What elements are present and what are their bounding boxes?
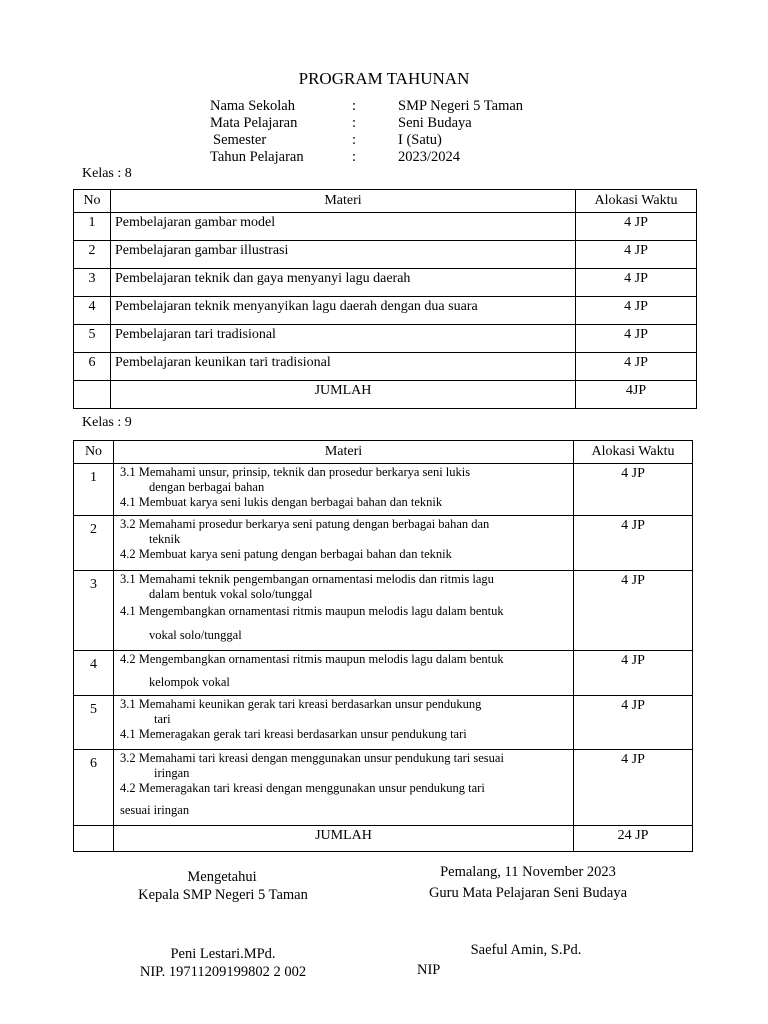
row-no: 4: [74, 297, 111, 325]
row-materi: Pembelajaran gambar illustrasi: [111, 241, 576, 269]
row-materi: Pembelajaran teknik menyanyikan lagu daerah dengan dua suara: [111, 297, 576, 325]
table-header-row: [74, 190, 697, 213]
row-no: 5: [74, 696, 114, 750]
row-no: 5: [74, 325, 111, 353]
header-materi: Materi: [114, 441, 574, 464]
signature-right-place-date: Pemalang, 11 November 2023: [440, 864, 616, 880]
table-row: [74, 241, 697, 269]
jumlah-row: [74, 381, 697, 409]
materi-line: 4.1 Mengembangkan ornamentasi ritmis maupun melodis lagu dalam bentuk: [120, 604, 504, 618]
header-no: No: [74, 190, 111, 213]
row-jp: 4 JP: [574, 571, 693, 651]
row-materi: Pembelajaran teknik dan gaya menyanyi lagu daerah: [111, 269, 576, 297]
header-no: No: [74, 441, 114, 464]
kelas-8-label: Kelas : 8: [82, 166, 132, 181]
row-materi: [114, 750, 574, 826]
row-jp: 4 JP: [576, 241, 697, 269]
row-jp: 4 JP: [576, 297, 697, 325]
info-value: Seni Budaya: [398, 115, 472, 131]
row-no: 1: [74, 464, 114, 516]
row-materi: [114, 696, 574, 750]
materi-line: 4.2 Mengembangkan ornamentasi ritmis maupun melodis lagu dalam bentuk: [120, 652, 504, 666]
table-row: [74, 516, 693, 571]
kelas-9-table: [73, 440, 693, 852]
row-jp: 4 JP: [576, 353, 697, 381]
materi-line: kelompok vokal: [149, 675, 230, 689]
row-no: 3: [74, 571, 114, 651]
row-no: 4: [74, 651, 114, 696]
materi-line: 3.1 Memahami teknik pengembangan ornamentasi melodis dan ritmis lagu: [120, 572, 494, 586]
row-materi: Pembelajaran tari tradisional: [111, 325, 576, 353]
row-materi: [114, 464, 574, 516]
table-row: [74, 464, 693, 516]
row-materi: [114, 516, 574, 571]
info-colon: :: [352, 132, 357, 148]
materi-line: dengan berbagai bahan: [149, 480, 265, 494]
info-colon: :: [352, 115, 357, 131]
jumlah-empty-cell: [74, 826, 114, 852]
info-label: Nama Sekolah: [210, 98, 295, 114]
materi-line: 3.1 Memahami keunikan gerak tari kreasi berdasarkan unsur pendukung: [120, 697, 482, 711]
table-row: [74, 213, 697, 241]
row-jp: 4 JP: [574, 464, 693, 516]
row-materi: [114, 571, 574, 651]
row-no: 6: [74, 750, 114, 826]
row-jp: 4 JP: [574, 651, 693, 696]
info-label: Semester: [213, 132, 267, 148]
row-no: 3: [74, 269, 111, 297]
table-header-row: [74, 441, 693, 464]
materi-line: sesuai iringan: [120, 803, 190, 817]
info-colon: :: [352, 98, 357, 114]
info-label: Tahun Pelajaran: [210, 149, 304, 165]
kelas-8-table: [73, 189, 697, 409]
materi-line: 4.2 Memeragakan tari kreasi dengan menggunakan unsur pendukung tari: [120, 781, 485, 795]
header-materi: Materi: [111, 190, 576, 213]
jumlah-empty-cell: [74, 381, 111, 409]
materi-line: 3.2 Memahami tari kreasi dengan menggunakan unsur pendukung tari sesuai: [120, 751, 504, 765]
info-value: I (Satu): [398, 132, 442, 148]
info-value: 2023/2024: [398, 149, 461, 165]
jumlah-value: 4JP: [576, 381, 697, 409]
materi-line: 4.1 Membuat karya seni lukis dengan berbagai bahan dan teknik: [120, 495, 443, 509]
materi-line: 4.1 Memeragakan gerak tari kreasi berdasarkan unsur pendukung tari: [120, 727, 467, 741]
table-row: [74, 696, 693, 750]
materi-line: 3.1 Memahami unsur, prinsip, teknik dan prosedur berkarya seni lukis: [120, 465, 471, 479]
signature-left-name: Peni Lestari.MPd.: [170, 946, 276, 962]
table-row: [74, 353, 697, 381]
row-no: 2: [74, 516, 114, 571]
jumlah-row: [74, 826, 693, 852]
info-colon: :: [352, 149, 357, 165]
jumlah-label: JUMLAH: [111, 381, 576, 409]
row-no: 1: [74, 213, 111, 241]
signature-left-nip: NIP. 19711209199802 2 002: [139, 964, 307, 980]
row-jp: 4 JP: [574, 696, 693, 750]
row-materi: Pembelajaran keunikan tari tradisional: [111, 353, 576, 381]
table-row: [74, 651, 693, 696]
row-no: 2: [74, 241, 111, 269]
signature-right-position: Guru Mata Pelajaran Seni Budaya: [428, 885, 628, 901]
signature-right-name: Saeful Amin, S.Pd.: [470, 942, 582, 958]
jumlah-value: 24 JP: [574, 826, 693, 852]
signature-left-position: Kepala SMP Negeri 5 Taman: [138, 887, 308, 903]
row-jp: 4 JP: [576, 213, 697, 241]
row-materi: Pembelajaran gambar model: [111, 213, 576, 241]
materi-line: 4.2 Membuat karya seni patung dengan berbagai bahan dan teknik: [120, 547, 452, 561]
materi-line: iringan: [154, 766, 190, 780]
signature-right-nip: NIP: [417, 962, 441, 978]
table-row: [74, 750, 693, 826]
materi-line: 3.2 Memahami prosedur berkarya seni patung dengan berbagai bahan dan: [120, 517, 490, 531]
materi-line: tari: [154, 712, 171, 726]
row-jp: 4 JP: [576, 269, 697, 297]
materi-line: teknik: [149, 532, 181, 546]
row-jp: 4 JP: [576, 325, 697, 353]
row-jp: 4 JP: [574, 750, 693, 826]
header-alokasi: Alokasi Waktu: [576, 190, 697, 213]
row-materi: [114, 651, 574, 696]
materi-line: dalam bentuk vokal solo/tunggal: [149, 587, 313, 601]
table-row: [74, 269, 697, 297]
signature-left-heading: Mengetahui: [187, 869, 257, 885]
table-row: [74, 325, 697, 353]
table-row: [74, 297, 697, 325]
document-title: PROGRAM TAHUNAN: [298, 69, 470, 88]
kelas-9-label: Kelas : 9: [82, 415, 132, 430]
info-label: Mata Pelajaran: [210, 115, 298, 131]
table-row: [74, 571, 693, 651]
materi-line: vokal solo/tunggal: [149, 628, 242, 642]
jumlah-label: JUMLAH: [114, 826, 574, 852]
info-value: SMP Negeri 5 Taman: [398, 98, 524, 114]
row-no: 6: [74, 353, 111, 381]
row-jp: 4 JP: [574, 516, 693, 571]
header-alokasi: Alokasi Waktu: [574, 441, 693, 464]
